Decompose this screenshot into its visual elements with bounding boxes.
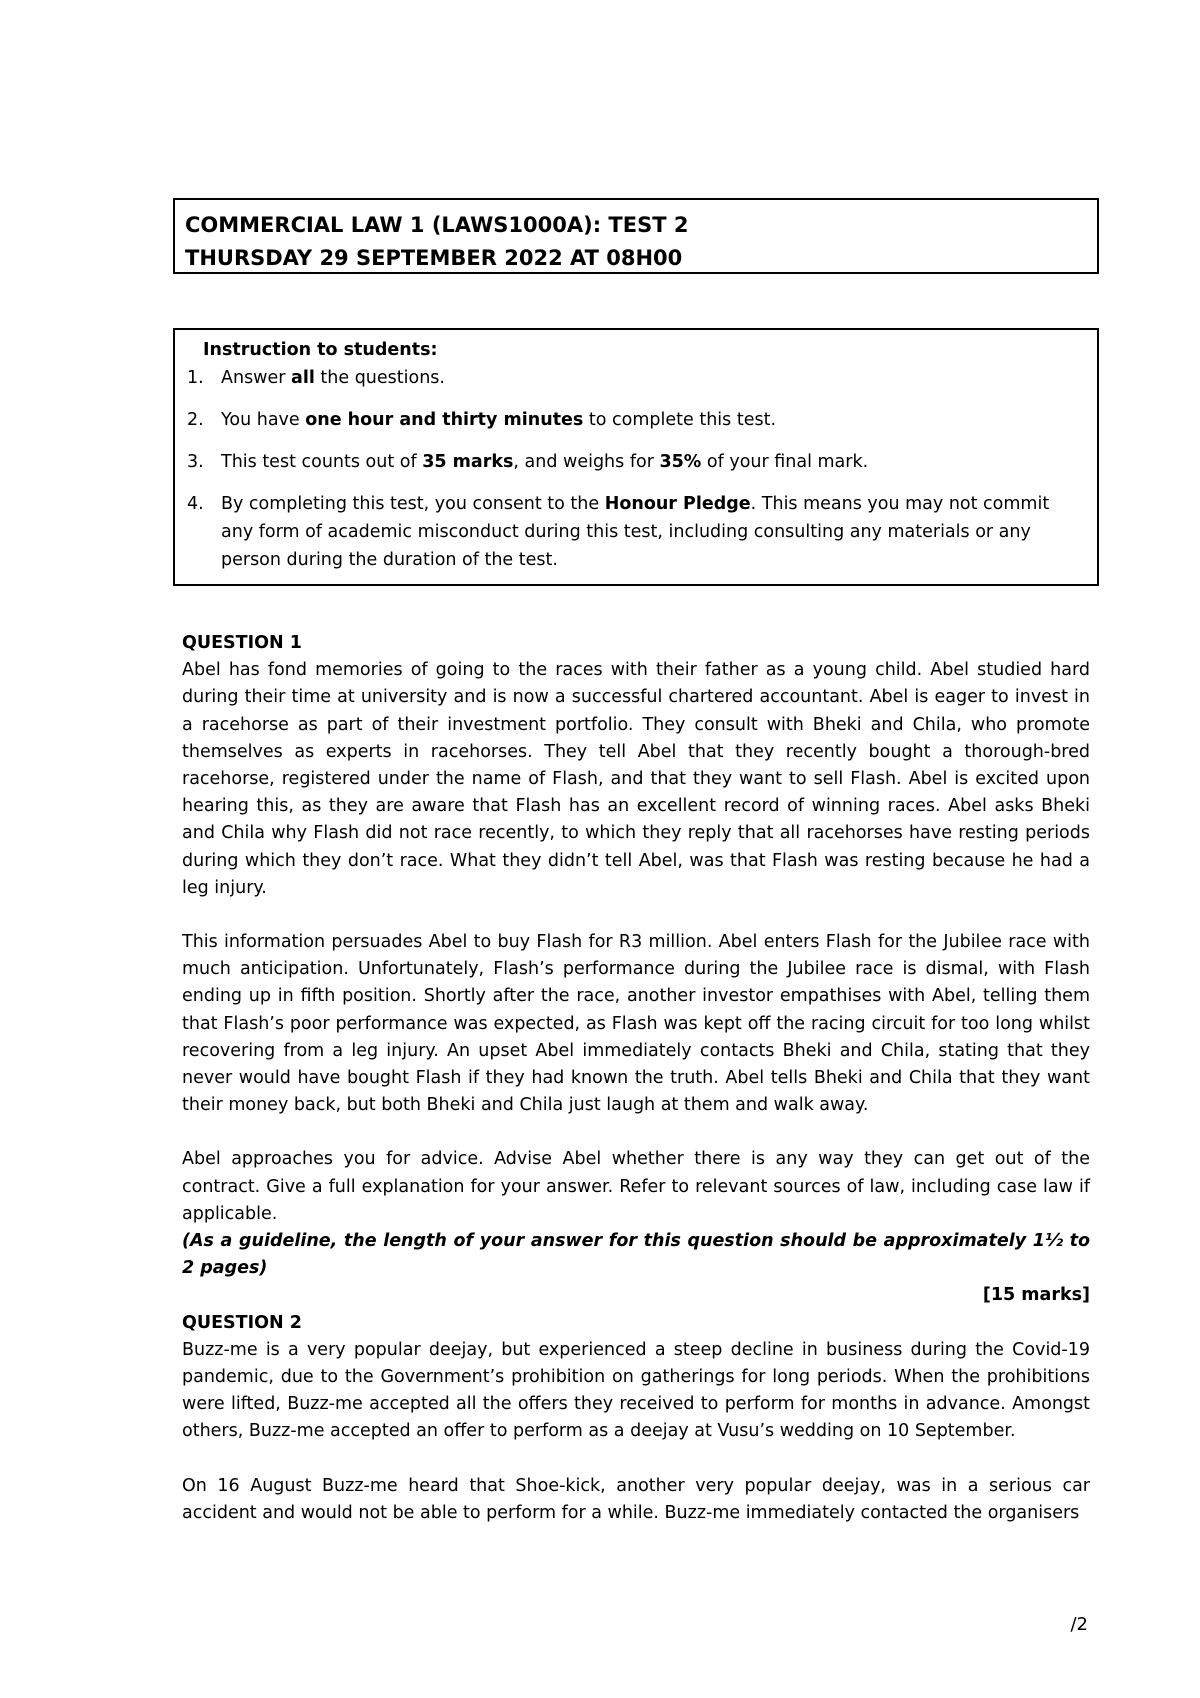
question-1-paragraph: Abel approaches you for advice. Advise Abel whether there is any way they can get out of the contract. Give a full explanation for your answer. Refer to relevant sources of law, including case law if applicable. (182, 1149, 1090, 1224)
test-title-box (173, 198, 1099, 274)
instructions-box (173, 328, 1099, 586)
page-number: /2 (1070, 1614, 1088, 1635)
question-1-heading: QUESTION 1 (182, 633, 302, 653)
instruction-item: 3. This test counts out of 35 marks, and weighs for 35% of your final mark. (187, 452, 869, 472)
instruction-item: 4. By completing this test, you consent to the Honour Pledge. This means you may not commit any form of academic misconduct during this test, including consulting any materials or any person during the duration of the test. (187, 494, 1050, 570)
test-date: THURSDAY 29 SEPTEMBER 2022 AT 08H00 (185, 246, 683, 270)
course-title: COMMERCIAL LAW 1 (LAWS1000A): TEST 2 (185, 213, 689, 237)
question-1-guideline: (As a guideline, the length of your answer for this question should be approximately 1½ to 2 pages) (182, 1231, 1090, 1279)
instruction-item: 2. You have one hour and thirty minutes to complete this test. (187, 410, 777, 430)
questions-section (182, 630, 1090, 1527)
instructions-list (187, 364, 1085, 574)
question-1-paragraph: This information persuades Abel to buy Flash for R3 million. Abel enters Flash for the Jubilee race with much anticipation. Unfortunately, Flash’s performance during the Jubilee race is dismal, with Flash ending up in fifth position. Shortly after the race, another investor empathises with Abel, telling them that Flash’s poor performance was expected, as Flash was kept off the racing circuit for too long whilst recovering from a leg injury. An upset Abel immediately contacts Bheki and Chila, stating that they never would have bought Flash if they had known the truth. Abel tells Bheki and Chila that they want their money back, but both Bheki and Chila just laugh at them and walk away. (182, 932, 1090, 1116)
instructions-heading: Instruction to students: (203, 340, 438, 360)
question-2-heading: QUESTION 2 (182, 1312, 302, 1333)
question-2-paragraph: Buzz-me is a very popular deejay, but experienced a steep decline in business during the Covid-19 pandemic, due to the Government’s prohibition on gatherings for long periods. When the prohibitions were lifted, Buzz-me accepted all the offers they received to perform for months in advance. Amongst others, Buzz-me accepted an offer to perform as a deejay at Vusu’s wedding on 10 September. (182, 1339, 1090, 1442)
question-1-paragraph: Abel has fond memories of going to the races with their father as a young child. Abel studied hard during their time at university and is now a successful chartered accountant. Abel is eager to invest in a racehorse as part of their investment portfolio. They consult with Bheki and Chila, who promote themselves as experts in racehorses. They tell Abel that they recently bought a thorough-bred racehorse, registered under the name of Flash, and that they want to sell Flash. Abel is excited upon hearing this, as they are aware that Flash has an excellent record of winning races. Abel asks Bheki and Chila why Flash did not race recently, to which they reply that all racehorses have resting periods during which they don’t race. What they didn’t tell Abel, was that Flash was resting because he had a leg injury. (182, 660, 1090, 898)
instruction-item: 1. Answer all the questions. (187, 368, 445, 388)
question-2-paragraph: On 16 August Buzz-me heard that Shoe-kick, another very popular deejay, was in a serious car accident and would not be able to perform for a while. Buzz-me immediately contacted the organisers (182, 1475, 1090, 1523)
question-1-marks: [15 marks] (982, 1285, 1090, 1306)
